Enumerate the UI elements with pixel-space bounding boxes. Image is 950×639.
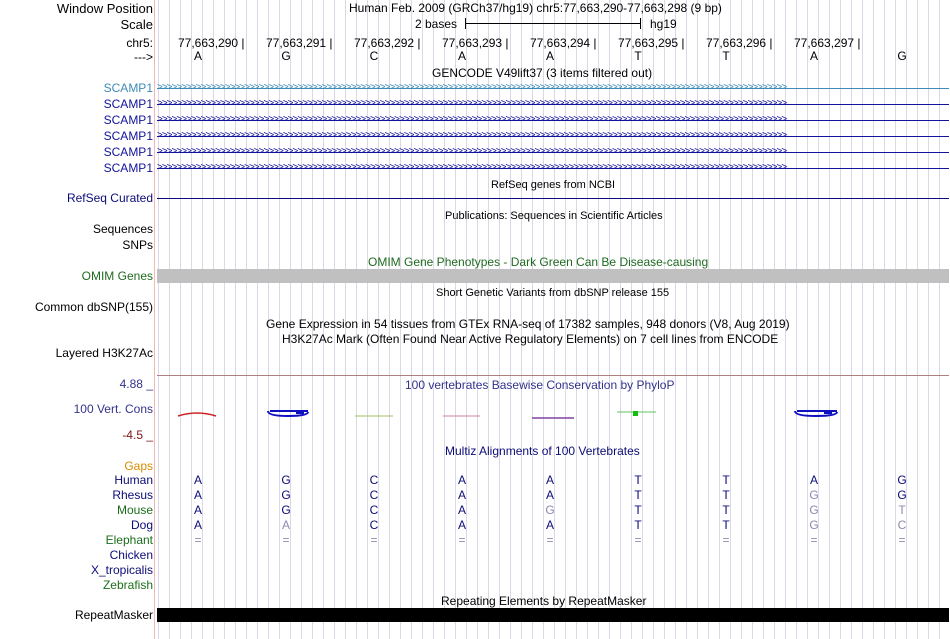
- cons-mark-6-peak: [633, 411, 638, 416]
- aligned-base: G: [897, 488, 907, 502]
- cons-mark-1: [178, 413, 216, 416]
- reference-base: T: [634, 49, 642, 63]
- reference-base: C: [369, 49, 379, 63]
- reference-base: G: [281, 49, 291, 63]
- aligned-base: G: [809, 488, 819, 502]
- aligned-base: G: [897, 473, 907, 487]
- aligned-base: =: [810, 533, 818, 547]
- aligned-base: A: [457, 488, 466, 502]
- aligned-base: A: [457, 503, 466, 517]
- reference-base: G: [897, 49, 907, 63]
- gencode-item-label[interactable]: SCAMP1: [103, 145, 153, 159]
- aligned-base: =: [194, 533, 202, 547]
- aligned-base: C: [369, 473, 379, 487]
- h3k27ac-track-title[interactable]: H3K27Ac Mark (Often Found Near Active Regulatory Elements) on 7 cell lines from ENCODE: [282, 332, 779, 346]
- repeat-track-title[interactable]: Repeating Elements by RepeatMasker: [441, 594, 647, 608]
- scale-db: hg19: [650, 17, 677, 31]
- coordinate-label: 77,663,293 |: [442, 36, 509, 50]
- aligned-base: C: [369, 503, 379, 517]
- gencode-strand-arrows: >>>>>>>>>>>>>>>>>>>>>>>>>>>>>>>>>>>>>>>>>>>>>>>>>>>>>>>>>>>>>>>>>>>>>>>>>>>>>>>>>>>>>>>>>>>>>>>>>>>>>>>>>>>>>>>>>>>>>>>>>>>>>>>>>>: [157, 114, 787, 125]
- gencode-strand-arrows: >>>>>>>>>>>>>>>>>>>>>>>>>>>>>>>>>>>>>>>>>>>>>>>>>>>>>>>>>>>>>>>>>>>>>>>>>>>>>>>>>>>>>>>>>>>>>>>>>>>>>>>>>>>>>>>>>>>>>>>>>>>>>>>>>>: [157, 130, 787, 141]
- aligned-base: A: [457, 518, 466, 532]
- chrom-label: chr5:: [126, 36, 153, 50]
- aligned-base: =: [370, 533, 378, 547]
- reference-base: A: [457, 49, 466, 63]
- aligned-base: T: [722, 518, 730, 532]
- gtex-track-title[interactable]: Gene Expression in 54 tissues from GTEx RNA-seq of 17382 samples, 948 donors (V8, Aug 2019): [266, 317, 790, 331]
- cons-track-title[interactable]: 100 vertebrates Basewise Conservation by PhyloP: [405, 378, 675, 392]
- gaps-label[interactable]: Gaps: [124, 459, 153, 473]
- aligned-base: A: [545, 488, 554, 502]
- aligned-base: T: [634, 488, 642, 502]
- aligned-base: T: [722, 503, 730, 517]
- aligned-base: A: [193, 503, 202, 517]
- aligned-base: T: [634, 473, 642, 487]
- aligned-base: A: [457, 473, 466, 487]
- aligned-base: C: [897, 518, 907, 532]
- aligned-base: A: [193, 488, 202, 502]
- gencode-item-label[interactable]: SCAMP1: [103, 161, 153, 175]
- species-label[interactable]: Elephant: [105, 533, 153, 547]
- species-label[interactable]: Human: [114, 473, 153, 487]
- scale-value: 2 bases: [415, 17, 458, 31]
- aligned-base: C: [369, 488, 379, 502]
- dbsnp-track-title[interactable]: Short Genetic Variants from dbSNP release 155: [436, 287, 670, 299]
- species-label[interactable]: Chicken: [109, 548, 153, 562]
- gencode-strand-arrows: >>>>>>>>>>>>>>>>>>>>>>>>>>>>>>>>>>>>>>>>>>>>>>>>>>>>>>>>>>>>>>>>>>>>>>>>>>>>>>>>>>>>>>>>>>>>>>>>>>>>>>>>>>>>>>>>>>>>>>>>>>>>>>>>>>: [157, 98, 787, 109]
- aligned-base: A: [193, 518, 202, 532]
- aligned-base: G: [281, 503, 291, 517]
- aligned-base: =: [634, 533, 642, 547]
- gencode-strand-arrows: >>>>>>>>>>>>>>>>>>>>>>>>>>>>>>>>>>>>>>>>>>>>>>>>>>>>>>>>>>>>>>>>>>>>>>>>>>>>>>>>>>>>>>>>>>>>>>>>>>>>>>>>>>>>>>>>>>>>>>>>>>>>>>>>>>: [157, 162, 787, 173]
- gencode-item-label[interactable]: SCAMP1: [103, 113, 153, 127]
- window-position-value: Human Feb. 2009 (GRCh37/hg19) chr5:77,663,290-77,663,298 (9 bp): [349, 1, 722, 15]
- species-label[interactable]: Zebrafish: [102, 578, 153, 592]
- multiz-track-title[interactable]: Multiz Alignments of 100 Vertebrates: [445, 444, 640, 458]
- aligned-base: A: [281, 518, 290, 532]
- aligned-base: T: [722, 488, 730, 502]
- repeat-track-label[interactable]: RepeatMasker: [74, 608, 153, 622]
- publications-track-title[interactable]: Publications: Sequences in Scientific Articles: [445, 210, 663, 222]
- refseq-track-title[interactable]: RefSeq genes from NCBI: [491, 179, 616, 191]
- aligned-base: =: [282, 533, 290, 547]
- aligned-base: T: [722, 473, 730, 487]
- aligned-base: A: [545, 473, 554, 487]
- aligned-base: =: [546, 533, 554, 547]
- species-label[interactable]: Rhesus: [112, 488, 153, 502]
- gencode-item-label[interactable]: SCAMP1: [103, 97, 153, 111]
- reference-base: T: [722, 49, 730, 63]
- species-label[interactable]: Dog: [130, 518, 153, 532]
- reference-base: A: [809, 49, 818, 63]
- aligned-base: G: [809, 503, 819, 517]
- coordinate-label: 77,663,291 |: [266, 36, 333, 50]
- dbsnp-track-label[interactable]: Common dbSNP(155): [34, 300, 153, 314]
- cons-min-value: -4.5 _: [122, 428, 153, 442]
- gencode-item-label[interactable]: SCAMP1: [103, 81, 153, 95]
- aligned-base: T: [898, 503, 906, 517]
- aligned-base: T: [634, 518, 642, 532]
- repeat-element-bar[interactable]: [157, 608, 949, 622]
- cons-track-label[interactable]: 100 Vert. Cons: [73, 402, 153, 416]
- species-label[interactable]: X_tropicalis: [90, 563, 153, 577]
- aligned-base: G: [545, 503, 555, 517]
- reference-base: A: [545, 49, 554, 63]
- aligned-base: =: [458, 533, 466, 547]
- coordinate-label: 77,663,294 |: [530, 36, 597, 50]
- aligned-base: =: [722, 533, 730, 547]
- aligned-base: =: [898, 533, 906, 547]
- aligned-base: G: [281, 488, 291, 502]
- species-label[interactable]: Mouse: [116, 503, 153, 517]
- coordinate-label: 77,663,292 |: [354, 36, 421, 50]
- aligned-base: A: [809, 473, 818, 487]
- omim-track-title[interactable]: OMIM Gene Phenotypes - Dark Green Can Be Disease-causing: [368, 255, 709, 269]
- h3k27ac-track-label[interactable]: Layered H3K27Ac: [55, 346, 153, 360]
- omim-track-label[interactable]: OMIM Genes: [81, 269, 153, 283]
- scale-label: Scale: [120, 17, 153, 32]
- aligned-base: A: [545, 518, 554, 532]
- aligned-base: G: [809, 518, 819, 532]
- gencode-strand-arrows: >>>>>>>>>>>>>>>>>>>>>>>>>>>>>>>>>>>>>>>>>>>>>>>>>>>>>>>>>>>>>>>>>>>>>>>>>>>>>>>>>>>>>>>>>>>>>>>>>>>>>>>>>>>>>>>>>>>>>>>>>>>>>>>>>>: [157, 146, 787, 157]
- aligned-base: T: [634, 503, 642, 517]
- gencode-track-title[interactable]: GENCODE V49lift37 (3 items filtered out): [432, 66, 653, 80]
- aligned-base: G: [281, 473, 291, 487]
- coordinate-label: 77,663,295 |: [618, 36, 685, 50]
- strand-label: --->: [134, 50, 153, 64]
- aligned-base: A: [193, 473, 202, 487]
- gencode-strand-arrows: >>>>>>>>>>>>>>>>>>>>>>>>>>>>>>>>>>>>>>>>>>>>>>>>>>>>>>>>>>>>>>>>>>>>>>>>>>>>>>>>>>>>>>>>>>>>>>>>>>>>>>>>>>>>>>>>>>>>>>>>>>>>>>>>>>: [157, 82, 787, 93]
- sequences-label[interactable]: Sequences: [92, 222, 153, 236]
- gencode-item-label[interactable]: SCAMP1: [103, 129, 153, 143]
- coordinate-label: 77,663,297 |: [794, 36, 861, 50]
- refseq-track-label[interactable]: RefSeq Curated: [66, 191, 153, 205]
- window-position-label: Window Position: [56, 1, 153, 16]
- aligned-base: C: [369, 518, 379, 532]
- cons-max-value: 4.88 _: [119, 377, 153, 391]
- reference-base: A: [193, 49, 202, 63]
- coordinate-label: 77,663,290 |: [178, 36, 245, 50]
- snps-label[interactable]: SNPs: [122, 238, 153, 252]
- coordinate-label: 77,663,296 |: [706, 36, 773, 50]
